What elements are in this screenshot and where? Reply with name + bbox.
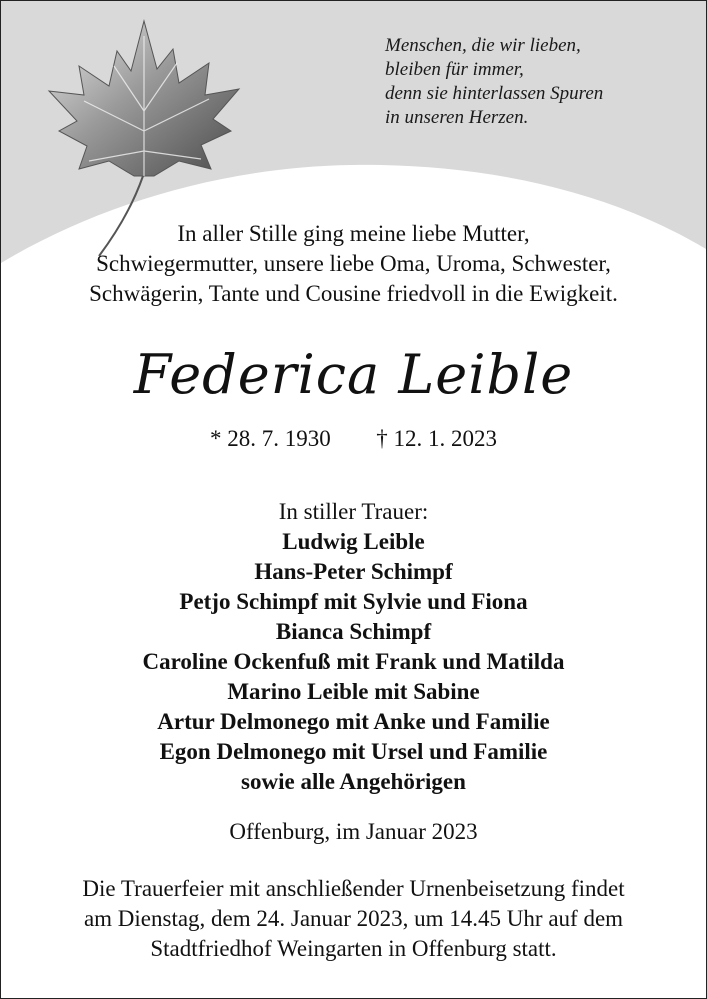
- mourner-name: sowie alle Angehörigen: [241, 769, 466, 794]
- mourning-heading: In stiller Trauer:: [278, 499, 429, 524]
- mourners-block: [1, 497, 706, 797]
- service-line: am Dienstag, dem 24. Januar 2023, um 14.45 Uhr auf dem: [83, 906, 624, 931]
- mourner-name: Artur Delmonego mit Anke und Familie: [157, 709, 550, 734]
- mourner-name: Marino Leible mit Sabine: [227, 679, 480, 704]
- mourner-name: Bianca Schimpf: [275, 619, 432, 644]
- funeral-service-info: [1, 874, 706, 964]
- service-line: Die Trauerfeier mit anschließender Urnenbeisetzung findet: [82, 876, 625, 901]
- intro-line: In aller Stille ging meine liebe Mutter,: [177, 221, 530, 246]
- death-date: † 12. 1. 2023: [376, 426, 497, 451]
- mourner-name: Petjo Schimpf mit Sylvie und Fiona: [179, 589, 528, 614]
- mourner-name: Ludwig Leible: [282, 529, 425, 554]
- motto-line: Menschen, die wir lieben,: [385, 35, 581, 56]
- intro-line: Schwiegermutter, unsere liebe Oma, Uroma, Schwester,: [96, 251, 611, 276]
- mourner-name: Egon Delmonego mit Ursel und Familie: [159, 739, 548, 764]
- motto-line: denn sie hinterlassen Spuren: [385, 83, 604, 104]
- motto-line: bleiben für immer,: [385, 59, 524, 80]
- intro-text: [1, 219, 706, 309]
- motto-line: in unseren Herzen.: [385, 107, 529, 128]
- mourner-name: Hans-Peter Schimpf: [254, 559, 453, 584]
- deceased-name: Federica Leible: [133, 343, 574, 406]
- place-date: Offenburg, im Januar 2023: [229, 819, 478, 844]
- birth-date: * 28. 7. 1930: [210, 426, 331, 451]
- mourner-name: Caroline Ockenfuß mit Frank und Matilda: [142, 649, 565, 674]
- service-line: Stadtfriedhof Weingarten in Offenburg statt.: [150, 936, 557, 961]
- memorial-motto: [385, 34, 603, 130]
- life-dates: [1, 426, 706, 452]
- intro-line: Schwägerin, Tante und Cousine friedvoll in die Ewigkeit.: [89, 281, 618, 306]
